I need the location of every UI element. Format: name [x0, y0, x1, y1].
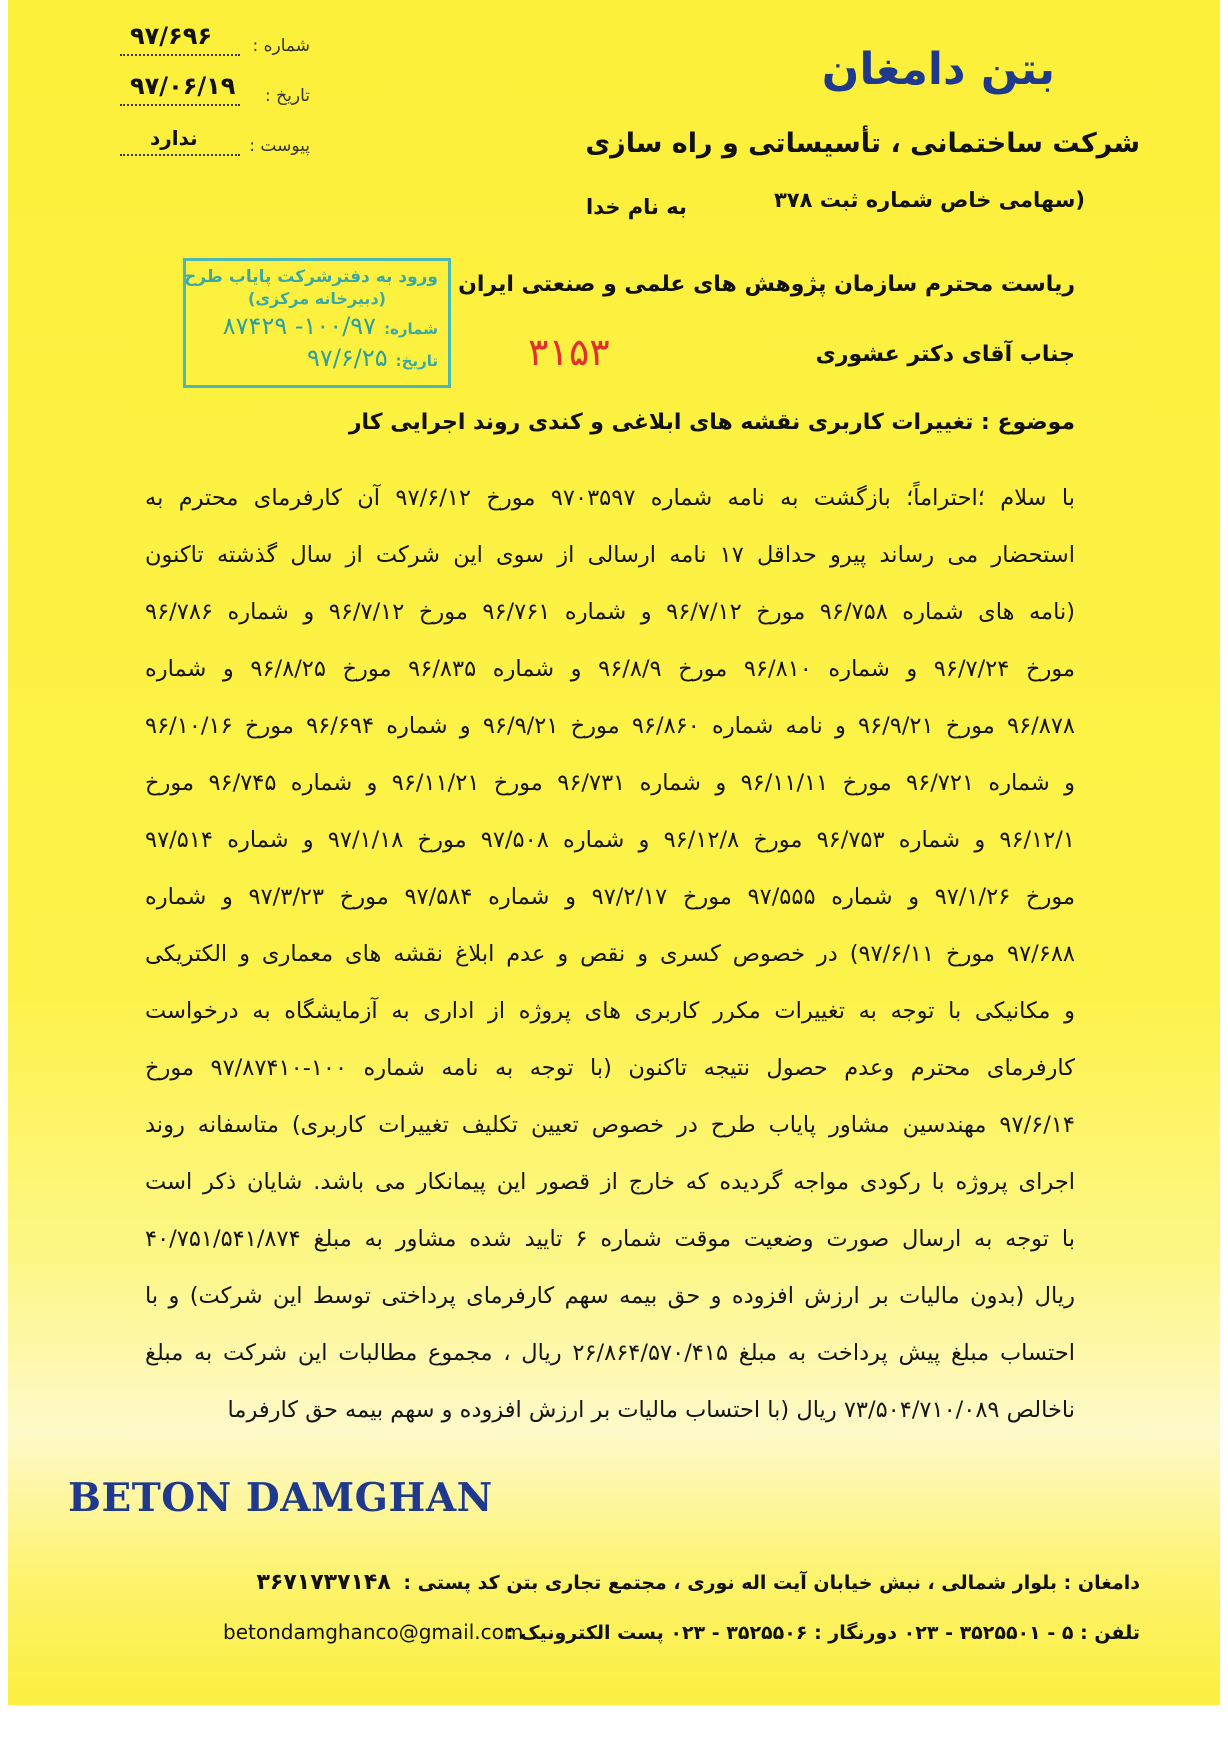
- letter-number-row: [120, 22, 310, 62]
- letter-number-dotted-line: [120, 54, 240, 56]
- body-line: و شماره ۹۶/۷۲۱ مورخ ۹۶/۱۱/۱۱ و شماره ۹۶/۷۳۱ مورخ ۹۶/۱۱/۲۱ و شماره ۹۶/۷۴۵ مورخ: [145, 770, 1075, 796]
- stamp-date-line: [196, 344, 438, 372]
- stamp-number-value: ۱۰۰/۹۷- ۸۷۴۲۹: [222, 312, 377, 340]
- bismillah: به نام خدا: [586, 195, 687, 219]
- body-line: مورخ ۹۷/۱/۲۶ و شماره ۹۷/۵۵۵ مورخ ۹۷/۲/۱۷ و شماره ۹۷/۵۸۴ مورخ ۹۷/۳/۲۳ و شماره: [145, 884, 1075, 910]
- recipient-line: ریاست محترم سازمان پژوهش های علمی و صنعتی ایران: [458, 272, 1075, 297]
- body-line: اجرای پروژه با رکودی مواجه گردیده که خارج از قصور این پیمانکار می باشد. شایان ذکر است: [145, 1169, 1075, 1195]
- received-stamp: [183, 258, 451, 388]
- body-line: ۹۶/۸۷۸ مورخ ۹۶/۹/۲۱ و نامه شماره ۹۶/۸۶۰ مورخ ۹۶/۹/۲۱ و شماره ۹۶/۶۹۴ مورخ ۹۶/۱۰/۱۶: [145, 713, 1075, 739]
- letter-attachment-value: ندارد: [150, 126, 198, 150]
- letter-number-value: ۹۷/۶۹۶: [130, 22, 213, 50]
- letter-number-label: شماره :: [252, 36, 310, 56]
- company-description: شرکت ساختمانی ، تأسیساتی و راه سازی: [585, 128, 1140, 159]
- footer-postal-code: ۳۶۷۱۷۳۷۱۴۸: [256, 1570, 391, 1595]
- body-line: ۹۷/۶۸۸ مورخ ۹۷/۶/۱۱) در خصوص کسری و نقص و عدم ابلاغ نقشه های معماری و الکتریکی: [145, 941, 1075, 967]
- handwritten-registration-number: ۳۱۵۳: [528, 330, 610, 374]
- stamp-number-label: شماره:: [384, 320, 438, 338]
- letter-date-dotted-line: [120, 104, 240, 106]
- body-line: با سلام ؛احتراماً؛ بازگشت به نامه شماره ۹۷۰۳۵۹۷ مورخ ۹۷/۶/۱۲ آن کارفرمای محترم به: [145, 485, 1075, 511]
- footer-address-text: دامغان : بلوار شمالی ، نبش خیابان آیت اله نوری ، مجتمع تجاری بتن کد پستی :: [403, 1572, 1140, 1594]
- letterhead-paper: [8, 0, 1220, 1705]
- body-line: با توجه به ارسال صورت وضعیت موقت شماره ۶ تایید شده مشاور به مبلغ ۴۰/۷۵۱/۵۴۱/۸۷۴: [145, 1226, 1075, 1252]
- company-name: بتن دامغان: [821, 44, 1055, 95]
- subject-line: موضوع : تغییرات کاربری نقشه های ابلاغی و کندی روند اجرایی کار: [348, 410, 1075, 435]
- stamp-subtitle: (دبیرخانه مرکزی): [248, 289, 386, 308]
- body-line: ناخالص ۷۳/۵۰۴/۷۱۰/۰۸۹ ریال (با احتساب مالیات بر ارزش افزوده و سهم بیمه حق کارفرما: [227, 1397, 1075, 1423]
- body-line: ۹۷/۶/۱۴ مهندسین مشاور پایاب طرح در خصوص تعیین تکلیف تغییرات کاربری) متاسفانه روند: [145, 1112, 1075, 1138]
- body-line: ۹۶/۱۲/۱ و شماره ۹۶/۷۵۳ مورخ ۹۶/۱۲/۸ و شماره ۹۷/۵۰۸ مورخ ۹۷/۱/۱۸ و شماره ۹۷/۵۱۴: [145, 827, 1075, 853]
- company-registration: (سهامی خاص شماره ثبت ۳۷۸: [773, 188, 1085, 212]
- body-line: کارفرمای محترم وعدم حصول نتیجه تاکنون (با توجه به نامه شماره ۱۰۰-۹۷/۸۷۴۱۰ مورخ: [145, 1055, 1075, 1081]
- body-line: احتساب مبلغ پیش پرداخت به مبلغ ۲۶/۸۶۴/۵۷۰/۴۱۵ ریال ، مجموع مطالبات این شرکت به مبلغ: [145, 1340, 1075, 1366]
- letter-attachment-label: پیوست :: [249, 136, 310, 156]
- letter-date-value: ۹۷/۰۶/۱۹: [130, 72, 236, 100]
- footer-contact: تلفن : ۵ - ۳۵۲۵۵۰۱ - ۰۲۳ دورنگار : ۳۵۲۵۵۰۶ - ۰۲۳ پست الکترونیک :: [505, 1622, 1140, 1644]
- stamp-date-label: تاریخ:: [395, 352, 438, 370]
- body-line: (نامه های شماره ۹۶/۷۵۸ مورخ ۹۶/۷/۱۲ و شماره ۹۶/۷۶۱ مورخ ۹۶/۷/۱۲ و شماره ۹۶/۷۸۶: [145, 599, 1075, 625]
- letter-attachment-row: [120, 122, 310, 162]
- footer-english-name: BETON DAMGHAN: [68, 1475, 493, 1521]
- attention-line: جناب آقای دکتر عشوری: [815, 342, 1075, 367]
- letter-body: [145, 470, 1075, 1439]
- letter-attachment-dotted-line: [120, 154, 240, 156]
- body-line: ریال (بدون مالیات بر ارزش افزوده و حق بیمه سهم کارفرمای پرداختی توسط این شرکت) و با: [145, 1283, 1075, 1309]
- body-line: استحضار می رساند پیرو حداقل ۱۷ نامه ارسالی از سوی این شرکت از سال گذشته تاکنون: [145, 542, 1075, 568]
- body-line: و مکانیکی با توجه به تغییرات مکرر کاربری های پروژه از اداری به آزمایشگاه به درخواست: [145, 998, 1075, 1024]
- stamp-number-line: [196, 312, 438, 340]
- footer-address: [257, 1570, 1141, 1595]
- footer-email-link[interactable]: betondamghanco@gmail.com: [223, 1620, 524, 1644]
- body-line: مورخ ۹۶/۷/۲۴ و شماره ۹۶/۸۱۰ مورخ ۹۶/۸/۹ و شماره ۹۶/۸۳۵ مورخ ۹۶/۸/۲۵ و شماره: [145, 656, 1075, 682]
- stamp-date-value: ۹۷/۶/۲۵: [307, 344, 388, 372]
- letter-date-label: تاریخ :: [265, 86, 310, 106]
- stamp-title: ورود به دفترشرکت پایاب طرح: [183, 267, 438, 287]
- letter-date-row: [120, 72, 310, 112]
